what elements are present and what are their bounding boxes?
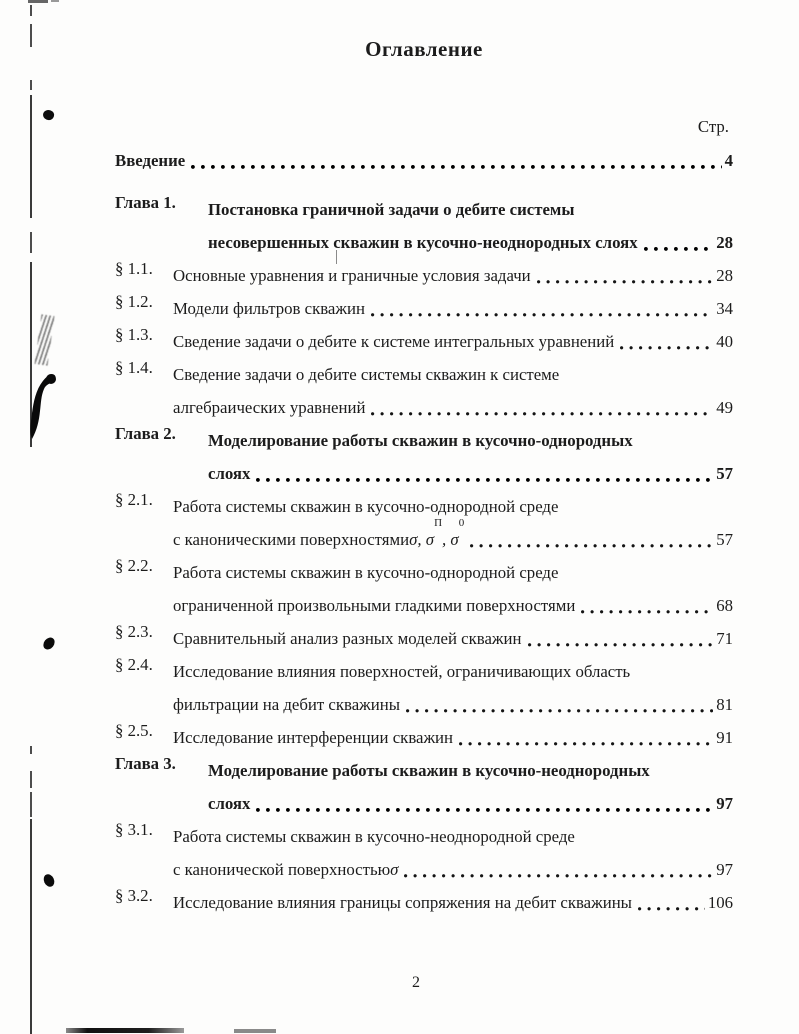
scan-edge-line-segment [30,819,32,1034]
page-ref: 97 [716,860,733,879]
entry-label: § 1.4. [115,358,153,377]
page-ref: 40 [716,332,733,351]
scan-mark-bottom-streak [66,1028,184,1033]
toc-entry-2-5 [115,721,733,754]
toc-entry-1-1 [115,259,733,292]
dot-leader [581,610,713,614]
page-ref: 71 [716,629,733,648]
dot-leader [459,742,713,746]
page-ref: 28 [716,233,733,252]
entry-text: Исследование влияния поверхностей, ограничивающих область [173,662,631,681]
toc-content [115,36,733,919]
dot-leader [256,808,713,812]
scan-edge-line-segment [30,24,32,47]
page-ref: 57 [716,530,733,549]
toc-entry-2-3 [115,622,733,655]
scan-mark-ink-blot [28,372,58,442]
scan-mark-ink-dot [41,635,57,651]
entry-label: Глава 1. [115,193,176,212]
entry-text: фильтрации на дебит скважины [173,695,400,714]
toc-entry-chapter-2 [115,424,733,490]
math-sigma: σ, σ [409,530,435,549]
math-subscript: 0 [458,517,465,529]
dot-leader [470,544,713,548]
table-of-contents [115,144,733,919]
page-ref: 97 [716,794,733,813]
entry-text: Постановка граничной задачи о дебите системы [208,200,575,219]
scan-mark-ink-dot [42,108,56,121]
entry-label: § 2.4. [115,655,153,674]
dot-leader [644,247,714,251]
toc-entry-2-2 [115,556,733,622]
entry-text: Сведение задачи о дебите системы скважин к системе [173,365,560,384]
entry-text: с канонической поверхностью [173,860,391,879]
entry-text: алгебраических уравнений [173,398,366,417]
scan-edge-line-segment [30,746,32,754]
page-ref: 81 [716,695,733,714]
dot-leader [256,478,713,482]
entry-label: § 2.5. [115,721,153,740]
entry-text: с каноническими поверхностями [173,530,410,549]
entry-text: Сведение задачи о дебите к системе интегральных уравнений [173,332,615,351]
entry-text: слоях [208,464,251,483]
entry-label: § 2.2. [115,556,153,575]
entry-text: несовершенных скважин в кусочно-неоднородных слоях [208,233,638,252]
dot-leader [528,643,714,647]
dot-leader [191,165,721,169]
toc-entry-chapter-3 [115,754,733,820]
dot-leader [537,280,714,284]
dot-leader [371,412,713,416]
entry-label: Глава 2. [115,424,176,443]
entry-text: Моделирование работы скважин в кусочно-неоднородных [208,761,650,780]
entry-text: Сравнительный анализ разных моделей скважин [173,629,522,648]
entry-text: Исследование влияния границы сопряжения на дебит скважины [173,893,632,912]
page-ref: 106 [707,893,733,912]
entry-text: Исследование интерференции скважин [173,728,454,747]
scan-mark-bottom-streak [234,1029,276,1033]
scan-edge-line-segment [30,80,32,90]
toc-entry-2-1 [115,490,733,556]
entry-label: § 2.3. [115,622,153,641]
entry-text: слоях [208,794,251,813]
page-title: Оглавление [365,37,483,61]
page-ref: 49 [716,398,733,417]
page-ref: 57 [716,464,733,483]
page-ref: 28 [716,266,733,285]
dot-leader [404,874,713,878]
entry-text: Введение [115,151,186,170]
entry-text: ограниченной произвольными гладкими поверхностями [173,596,576,615]
toc-entry-chapter-1 [115,193,733,259]
toc-entry-1-2 [115,292,733,325]
entry-text: Модели фильтров скважин [173,299,365,318]
dot-leader [620,346,713,350]
math-subscript: П [434,517,443,529]
scan-edge-line-segment [30,95,32,218]
toc-entry-1-4 [115,358,733,424]
entry-label: § 3.2. [115,886,153,905]
dot-leader [406,709,713,713]
scan-mark-top-tick [51,0,59,2]
entry-text: Моделирование работы скважин в кусочно-однородных [208,431,633,450]
scan-mark-top-tick [28,0,48,3]
entry-text: Основные уравнения и граничные условия задачи [173,266,531,285]
entry-label: § 1.3. [115,325,153,344]
entry-text: Работа системы скважин в кусочно-однородной среде [173,563,559,582]
scan-edge-line-segment [30,792,32,817]
math-sigma: , σ [442,530,459,549]
entry-label: Глава 3. [115,754,176,773]
folio-page-number: 2 [412,974,420,991]
scan-mark-ink-dot [42,872,57,888]
entry-label: § 1.1. [115,259,153,278]
toc-entry-1-3 [115,325,733,358]
page-ref: 4 [724,151,733,170]
entry-label: § 2.1. [115,490,153,509]
dot-leader [371,313,713,317]
entry-text: Работа системы скважин в кусочно-неоднородной среде [173,827,575,846]
scan-edge-line-segment [30,232,32,253]
scan-mark-scratch [35,314,55,365]
entry-label: § 1.2. [115,292,153,311]
toc-entry-introduction [115,144,733,177]
toc-entry-3-2 [115,886,733,919]
toc-entry-3-1 [115,820,733,886]
scan-edge-line-segment [30,5,32,16]
entry-text: Работа системы скважин в кусочно-однородной среде [173,497,559,516]
entry-label: § 3.1. [115,820,153,839]
dot-leader [638,907,705,911]
page-ref: 68 [716,596,733,615]
page-ref: 91 [716,728,733,747]
math-sigma: σ [390,860,399,879]
toc-entry-2-4 [115,655,733,721]
page-ref: 34 [716,299,733,318]
scan-edge-line-segment [30,771,32,788]
page-column-label: Стр. [697,117,729,136]
